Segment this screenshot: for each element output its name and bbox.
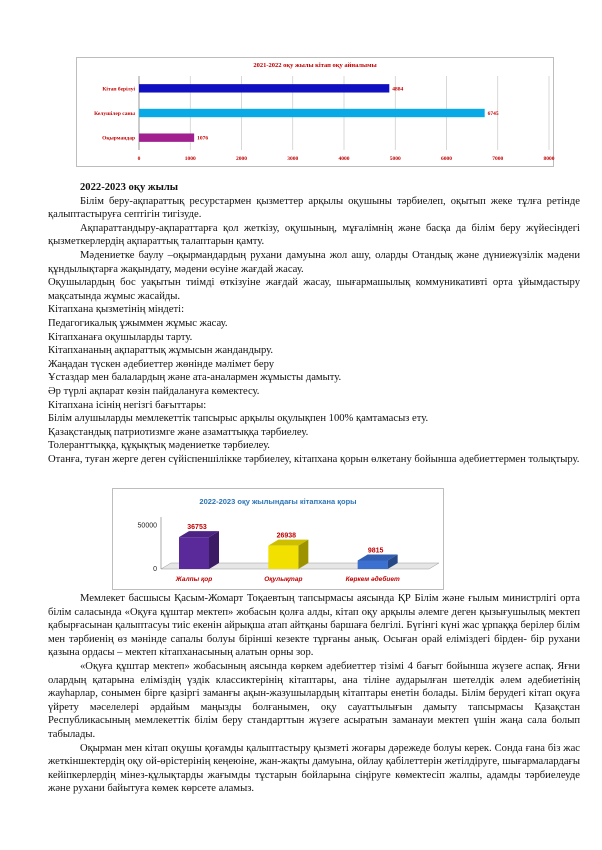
bar [139, 84, 389, 92]
category-label: Оқырмандар [102, 135, 135, 142]
paragraph: Отанға, туған жерге деген сүйіспеншілікке тәрбиелеу, кітапхана қорын өлкетану бойынша әдебиеттермен толықтыру. [48, 453, 580, 465]
chart-library-fund [112, 488, 444, 590]
paragraph: Білім беру-ақпараттық ресурстармен қызметтер арқылы оқушыны тәрбиелеп, оқытып жеке тұлға ретінде қалыптастыруға септігін тигізуде. [48, 195, 580, 221]
chart-title: 2021-2022 оқу жылы кітап оқу айналымы [253, 62, 377, 69]
paragraph: Оқырман мен кітап оқушы қоғамды қалыптастыру қызметі жоғары дәрежеде болуы керек. Сонда ғана біз жас жеткіншектердің оқу ой-өрістерінің кеңеюіне, жан-жақты дамуына, ойлау қабілеттерін жетілдіруге, шығармалардағы кейіпкерлердің мінез-құлықтарды жағымды тұстарын бойларына сіңіруге көмектесіп жалпы, адамды тәрбиелеуде және рухани байытуға көмек көрсете аламыз. [48, 742, 580, 795]
bar [268, 546, 298, 569]
list-item: Педагогикалық ұжыммен жұмыс жасау. [48, 317, 228, 329]
data-label: 4884 [392, 86, 404, 93]
list-heading: Кітапхана қызметінің міндеті: [48, 304, 185, 316]
list-item: Толеранттыққа, құқықтық мәдениетке тәрбиелеу. [48, 440, 270, 452]
list-item: Жаңадан түскен әдебиеттер жөнінде мәлімет беру [48, 358, 275, 370]
paragraph: Ақпараттандыру-ақпараттарға қол жеткізу, оқушының, мұғалімнің және басқа да білім беру жүйесіндегі қызметкерлердің ақпараттық талаптарын қамту. [48, 222, 580, 248]
text-block-2 [48, 592, 580, 796]
data-label: 6745 [487, 111, 499, 117]
y-tick-label: 50000 [137, 522, 157, 530]
list-item: Білім алушыларды мемлекеттік тапсырыс арқылы оқулықпен 100% қамтамасыз ету. [48, 413, 429, 425]
x-tick-label: 5000 [389, 156, 401, 162]
data-label: 26938 [276, 532, 297, 540]
chart-1-svg [77, 58, 553, 166]
bar [358, 560, 388, 569]
chart-reading-circulation [76, 57, 554, 167]
x-tick-label: 4000 [338, 156, 350, 162]
x-tick-label: 8000 [543, 156, 555, 162]
paragraph: «Оқуға құштар мектеп» жобасының аясында көркем әдебиеттер тізімі 4 бағыт бойынша жүзеге аспақ. Яғни олардың қатарына еліміздің үздік классиктерінің кітаптары, ана тіліне аударылған шетелдік әлем әдебиетінің жауһарлар, сонымен бірге қазіргі заманғы ақын-жазушылардың кітаптары енетін болады. Білім берудегі кітап оқуға үйрету мәселелері әрдайым маңызды болғанымен, оқу сауаттылығын дамыту тапсырмасы Қазақстан Республикасының мемлекеттік білім беру стандарттын жүзеге асыратын заманауи мектеп үшін жаңа сала болып табылады. [48, 660, 580, 740]
x-tick-label: 2000 [236, 156, 247, 162]
data-label: 9815 [367, 547, 384, 555]
y-tick-label: 0 [153, 566, 157, 573]
list-item: Ұстаздар мен балалардың және ата-аналармен жұмысты дамыту. [48, 372, 342, 384]
section-heading: 2022-2023 оқу жылы [80, 182, 179, 193]
paragraph: Мәдениетке баулу –оқырмандардың рухани дамуына жол ашу, оларды Отандық және дүниежүзілік мәдени құндылықтарға жақындату, мәдени өсуіне жағдай жасау. [48, 249, 580, 275]
category-label: Келушілер саны [94, 111, 135, 117]
list-item: Кітапханаға оқушыларды тарту. [48, 331, 193, 343]
x-tick-label: 0 [137, 156, 141, 162]
category-label: Көркем әдебиет [345, 576, 400, 583]
data-label: 1076 [197, 135, 209, 142]
bar-side [209, 531, 219, 569]
text-block-1 [48, 181, 580, 466]
paragraph: Мемлекет басшысы Қасым-Жомарт Тоқаевтың тапсырмасы аясында ҚР Білім және ғылым министрлігі орта білім саласында «Оқуға құштар мектеп» жобасын қолға алды, кітап оқу арқылы әлемге деген қызығушылық мектеп қабырғасынан қалыптасуы тиіс екенін айрықша атап айтқаны баршаға белгілі. Бүгінгі күні жас ұрпаққа берілер білім мен тәрбиенің өз мәнінде сапалы болуы бірінші кезекте тұрғаны анық. Осыған орай еліміздегі бірден- бір рухани қазына ордасы – мектеп кітапханасының алатын орны зор. [48, 593, 580, 659]
bar [179, 537, 209, 569]
chart-2-svg [113, 489, 443, 589]
bar [139, 109, 485, 117]
data-label: 36753 [187, 524, 207, 532]
list-item: Қазақстандық патриотизмге және азаматтыққа тәрбиелеу. [48, 426, 309, 438]
category-label: Оқулықтар [264, 576, 303, 583]
x-tick-label: 3000 [287, 156, 299, 162]
list-item: Кітапхананың ақпараттық жұмысын жандандыру. [48, 345, 274, 357]
category-label: Жалпы қор [175, 576, 213, 583]
bar [139, 133, 194, 141]
paragraph: Оқушылардың бос уақытын тиімді өткізуіне жағдай жасау, шығармашылық коммуникативті орта ұйымдастыру мақсатында жұмыс жасайды. [48, 277, 580, 302]
x-tick-label: 1000 [184, 156, 196, 162]
category-label: Кітап берілуі [102, 86, 135, 93]
x-tick-label: 7000 [492, 156, 504, 162]
chart-title: 2022-2023 оқу жылындағы кітапхана қоры [199, 497, 357, 506]
x-tick-label: 6000 [441, 156, 452, 162]
list-item: Әр түрлі ақпарат көзін пайдалануға көмектесу. [48, 385, 260, 397]
list-heading: Кітапхана ісінің негізгі бағыттары: [48, 399, 207, 411]
